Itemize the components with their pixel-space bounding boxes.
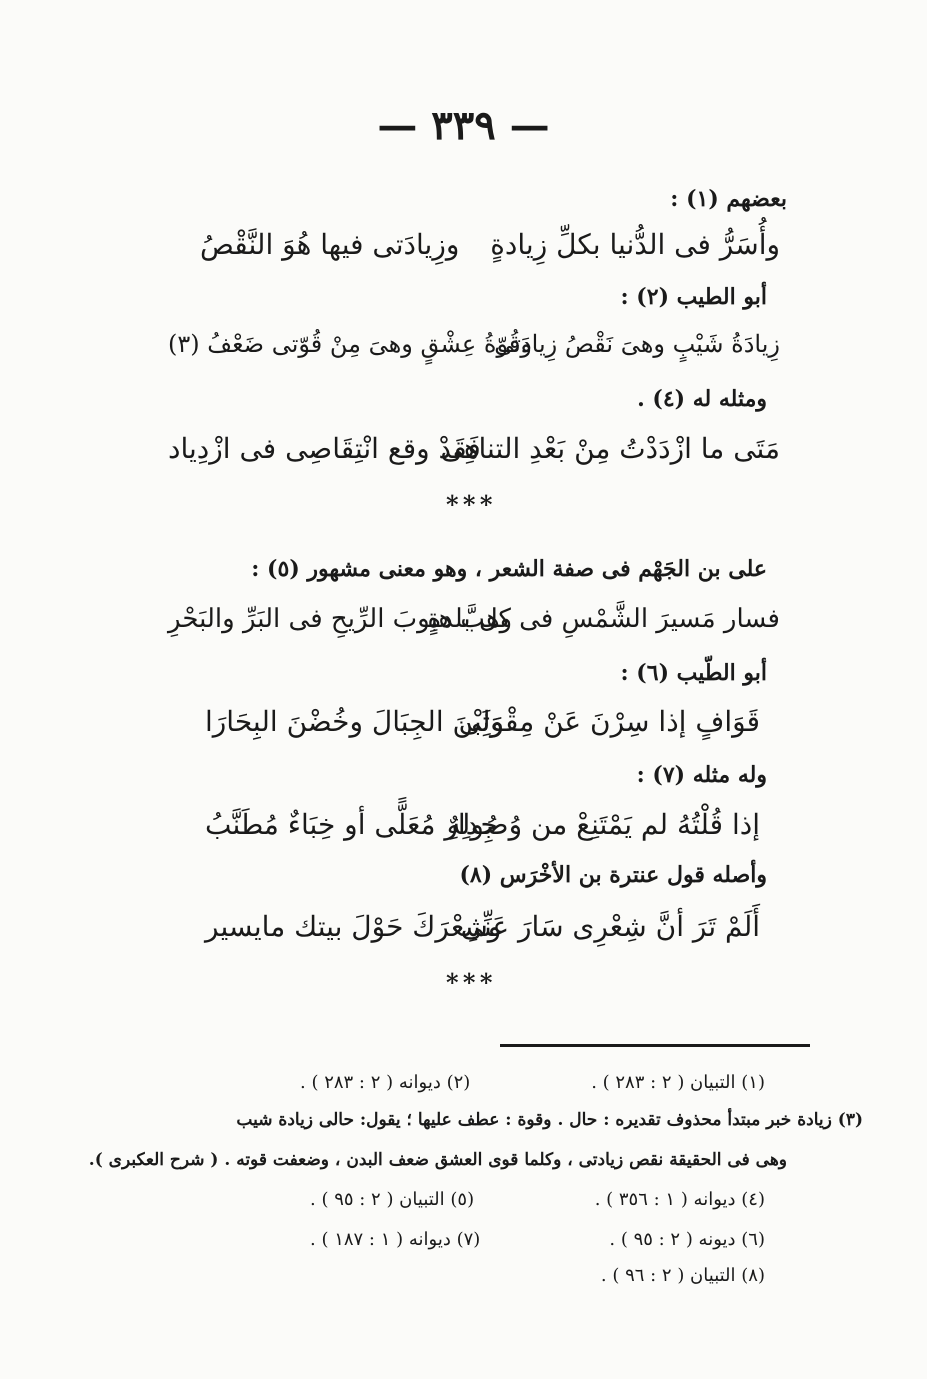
verse-6-hemistich-2: جِدارٌ مُعَلًّى أو خِبَاءٌ مُطَنَّبُ <box>205 808 498 841</box>
verse-3-hemistich-2: فَقَدْ وقع انْتِقَاصِى فى ازْدِياد <box>168 432 481 465</box>
verse-2 <box>168 330 780 370</box>
page-number: — ٣٣٩ — <box>377 102 550 149</box>
section-divider-stars: * * * <box>446 490 491 519</box>
verse-5-hemistich-1: قَوَافٍ إذا سِرْنَ عَنْ مِقْوَلِى <box>458 705 760 738</box>
footnote-2: (٢) ديوانه ( ٢ : ٢٨٣ ) . <box>300 1072 471 1093</box>
verse-4-hemistich-1: فسار مَسيرَ الشَّمْسِ فى كل بلدةٍ <box>427 604 780 634</box>
intro-7: وأصله قول عنترة بن الأخْرَس (٨) <box>459 862 767 888</box>
verse-1-hemistich-2: وزِيادَتى فيها هُوَ النَّقْصُ <box>200 228 460 261</box>
footnote-4: (٤) ديوانه ( ١ : ٣٥٦ ) . <box>594 1189 765 1210</box>
verse-2-hemistich-2: وقُوّةُ عِشْقٍ وهىَ مِنْ قُوّتى ضَعْفُ (٣) <box>168 330 532 358</box>
footnote-3a: (٣) زيادة خبر مبتدأ محذوف تقديره : حال . وقوة : عطف عليها ؛ يقول: حالى زيادة شيب <box>236 1110 863 1130</box>
intro-6: وله مثله (٧) : <box>636 762 767 788</box>
footnote-1: (١) التبيان ( ٢ : ٢٨٣ ) . <box>591 1072 765 1093</box>
footnote-divider <box>500 1044 810 1047</box>
intro-4: على بن الجَهْم فى صفة الشعر ، وهو معنى مشهور (٥) : <box>251 556 767 582</box>
verse-7-hemistich-1: أَلَمْ تَرَ أنَّ شِعْرِى سَارَ عَنِّى <box>460 910 760 943</box>
footnote-row-3 <box>310 1189 765 1215</box>
verse-7-hemistich-2: وشِعْرَكَ حَوْلَ بيتك مايسير <box>205 910 502 943</box>
verse-4 <box>168 604 780 644</box>
verse-6-hemistich-1: إذا قُلْتُهُ لم يَمْتَنِعْ من وُصُولِهِ <box>446 808 760 841</box>
verse-7 <box>205 910 760 950</box>
intro-2: أبو الطيب (٢) : <box>620 284 767 310</box>
section-divider-stars-2: * * * <box>446 968 491 997</box>
footnote-5: (٥) التبيان ( ٢ : ٩٥ ) . <box>310 1189 475 1210</box>
intro-3: ومثله له (٤) . <box>637 386 767 412</box>
footnote-3b: وهى فى الحقيقة نقص زيادتى ، وكلما قوى العشق ضعف البدن ، وضعفت قوته . ( شرح العكبرى ). <box>88 1150 787 1170</box>
footnote-6: (٦) ديونه ( ٢ : ٩٥ ) . <box>609 1229 765 1250</box>
verse-5 <box>205 705 760 745</box>
verse-4-hemistich-2: وهبَّ هبوبَ الرِّيحِ فى البَرِّ والبَحْرِ <box>168 604 513 634</box>
verse-1 <box>200 228 780 268</box>
intro-1: بعضهم (١) : <box>670 186 787 212</box>
intro-5: أبو الطّيب (٦) : <box>620 660 767 686</box>
footnote-7: (٧) ديوانه ( ١ : ١٨٧ ) . <box>310 1229 481 1250</box>
footnote-8: (٨) التبيان ( ٢ : ٩٦ ) . <box>600 1265 765 1286</box>
footnote-row-4 <box>310 1229 765 1255</box>
verse-3 <box>168 432 780 472</box>
footnote-row-1 <box>300 1072 765 1098</box>
verse-6 <box>205 808 760 848</box>
verse-5-hemistich-2: وَثَبْنَ الجِبَالَ وخُضْنَ البِحَارَا <box>205 705 504 738</box>
verse-3-hemistich-1: مَتَى ما ازْدَدْتُ مِنْ بَعْدِ التناهِى <box>440 432 780 465</box>
verse-1-hemistich-1: وأُسَرُّ فى الدُّنيا بكلِّ زِيادةٍ <box>490 228 780 261</box>
verse-2-hemistich-1: زِيادَةُ شَيْبٍ وهىَ نَقْصُ زِيادَتى <box>494 330 780 358</box>
